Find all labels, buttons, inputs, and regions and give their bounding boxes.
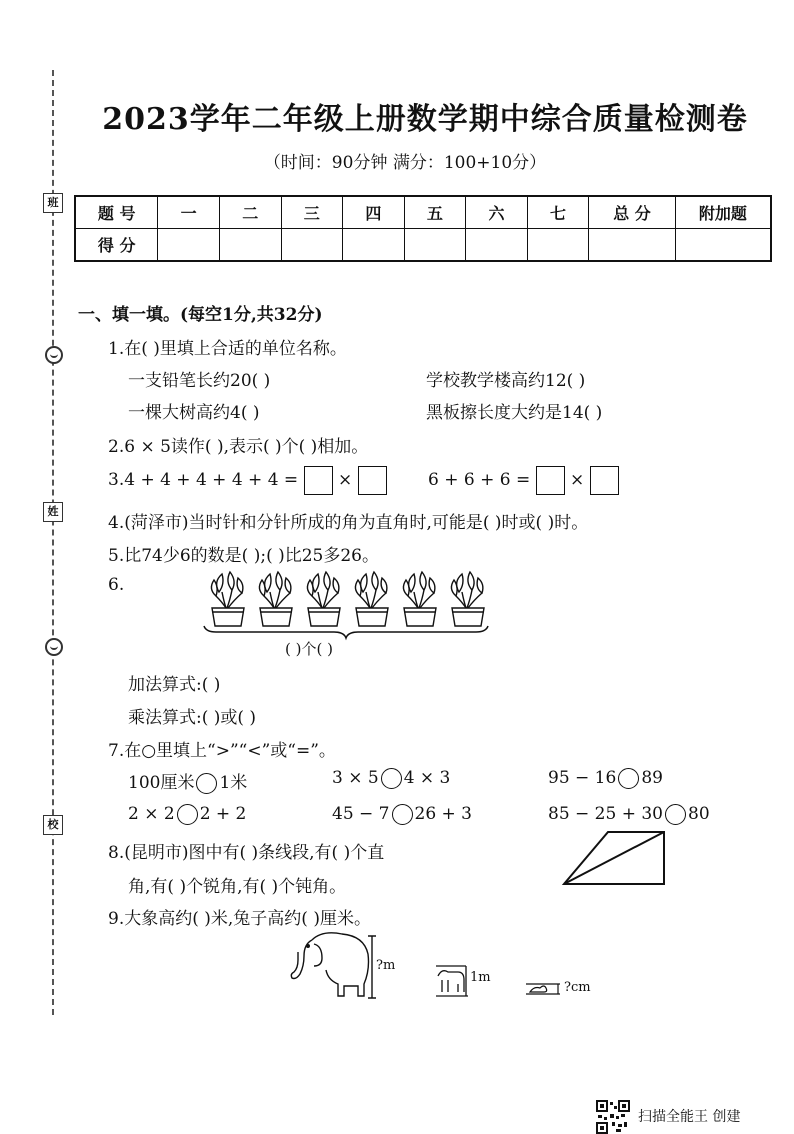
compare-left: 45 − 7 (332, 804, 390, 824)
compare-item (548, 768, 663, 789)
rabbit-height-label: ?cm (564, 980, 591, 995)
compare-circle[interactable] (618, 768, 639, 789)
compare-right: 1米 (219, 773, 248, 793)
compare-left: 85 − 25 + 30 (548, 804, 663, 824)
compare-right: 26 + 3 (414, 804, 472, 824)
score-input-cell[interactable] (675, 229, 771, 262)
score-input-cell[interactable] (281, 229, 343, 262)
binding-label-school: 校 (43, 815, 63, 835)
compare-circle[interactable] (392, 804, 413, 825)
binding-hole-icon (45, 638, 63, 656)
compare-item (548, 804, 710, 825)
table-cell: 七 (527, 196, 589, 229)
compare-circle[interactable] (196, 773, 217, 794)
goat-icon (438, 971, 464, 992)
brace-icon (204, 626, 488, 638)
compare-left: 2 × 2 (128, 804, 175, 824)
times-symbol: × (337, 470, 353, 490)
question-6-brace-label: ( )个( ) (285, 640, 333, 658)
score-table-header-row (75, 196, 771, 229)
score-table-score-row (75, 229, 771, 262)
compare-circle[interactable] (177, 804, 198, 825)
binding-label-name: 姓 (43, 502, 63, 522)
table-cell: 六 (466, 196, 528, 229)
score-input-cell[interactable] (158, 229, 220, 262)
score-input-cell[interactable] (589, 229, 675, 262)
compare-right: 80 (688, 804, 710, 824)
answer-box[interactable] (304, 466, 333, 495)
flower-pot-icon (451, 572, 484, 626)
compare-item (332, 804, 472, 825)
elephant-illustration (290, 930, 390, 1002)
question-3-right (428, 466, 619, 495)
table-cell: 附加题 (675, 196, 771, 229)
times-symbol: × (570, 470, 585, 490)
question-8-line2: 角,有( )个锐角,有( )个钝角。 (128, 877, 347, 897)
exam-info: （时间：90分钟 满分：100+10分） (263, 153, 547, 173)
page-title: 2023学年二年级上册数学期中综合质量检测卷 (102, 102, 748, 137)
compare-right: 2 + 2 (199, 804, 247, 824)
flower-pot-icon (211, 572, 244, 626)
compare-right: 89 (641, 768, 663, 788)
question-1b: 学校教学楼高约12( ) (426, 371, 586, 391)
table-cell: 得 分 (75, 229, 158, 262)
question-4: 4.(菏泽市)当时针和分针所成的角为直角时,可能是( )时或( )时。 (108, 513, 589, 533)
score-table (74, 195, 772, 262)
answer-box[interactable] (536, 466, 565, 495)
score-input-cell[interactable] (404, 229, 466, 262)
question-3-left (108, 466, 387, 495)
flower-pot-icon (307, 572, 340, 626)
question-6-multiplication: 乘法算式:( )或( ) (128, 708, 257, 728)
question-8-line1: 8.(昆明市)图中有( )条线段,有( )个直 (108, 843, 385, 863)
table-cell: 五 (404, 196, 466, 229)
question-6-addition: 加法算式:( ) (128, 675, 221, 695)
answer-box[interactable] (358, 466, 387, 495)
question-1a: 一支铅笔长约20( ) (128, 371, 271, 391)
table-cell: 四 (343, 196, 405, 229)
trapezoid-diagram (560, 830, 670, 888)
compare-left: 3 × 5 (332, 768, 379, 788)
question-1-stem: 1.在( )里填上合适的单位名称。 (108, 339, 347, 359)
question-7-stem: 7.在○里填上“>”“<”或“=”。 (108, 741, 336, 761)
qr-code-icon (596, 1100, 630, 1134)
section-heading: 一、填一填。(每空1分,共32分) (78, 305, 323, 325)
question-2: 2.6 × 5读作( ),表示( )个( )相加。 (108, 437, 369, 457)
rabbit-illustration (524, 982, 564, 996)
flower-pots-illustration (200, 570, 495, 660)
table-cell: 一 (158, 196, 220, 229)
table-cell: 题 号 (75, 196, 158, 229)
footer-credit: 扫描全能王 创建 (638, 1109, 741, 1125)
compare-left: 100厘米 (128, 773, 195, 793)
flower-pot-icon (259, 572, 292, 626)
goat-height-label: 1m (470, 970, 491, 985)
flower-pot-icon (403, 572, 436, 626)
binding-hole-icon (45, 346, 63, 364)
question-1d: 黑板擦长度大约是14( ) (426, 403, 603, 423)
question-9-stem: 9.大象高约( )米,兔子高约( )厘米。 (108, 909, 371, 929)
compare-item (332, 768, 450, 789)
compare-left: 95 − 16 (548, 768, 617, 788)
compare-circle[interactable] (381, 768, 402, 789)
question-3-left-expr: 3.4 + 4 + 4 + 4 + 4 = (108, 470, 299, 490)
score-input-cell[interactable] (219, 229, 281, 262)
compare-item (128, 804, 246, 825)
goat-illustration (432, 962, 472, 998)
compare-circle[interactable] (665, 804, 686, 825)
score-input-cell[interactable] (343, 229, 405, 262)
answer-box[interactable] (590, 466, 619, 495)
question-6-number: 6. (108, 575, 125, 595)
table-cell: 总 分 (589, 196, 675, 229)
binding-label-class: 班 (43, 193, 63, 213)
compare-item (128, 768, 247, 794)
question-5: 5.比74少6的数是( );( )比25多26。 (108, 546, 379, 566)
question-3-right-expr: 6 + 6 + 6 = (428, 470, 531, 490)
rabbit-icon (530, 986, 547, 992)
table-cell: 二 (219, 196, 281, 229)
flower-pot-icon (355, 572, 388, 626)
elephant-height-label: ?m (376, 958, 396, 973)
compare-right: 4 × 3 (403, 768, 451, 788)
table-cell: 三 (281, 196, 343, 229)
question-1c: 一棵大树高约4( ) (128, 403, 260, 423)
score-input-cell[interactable] (527, 229, 589, 262)
score-input-cell[interactable] (466, 229, 528, 262)
